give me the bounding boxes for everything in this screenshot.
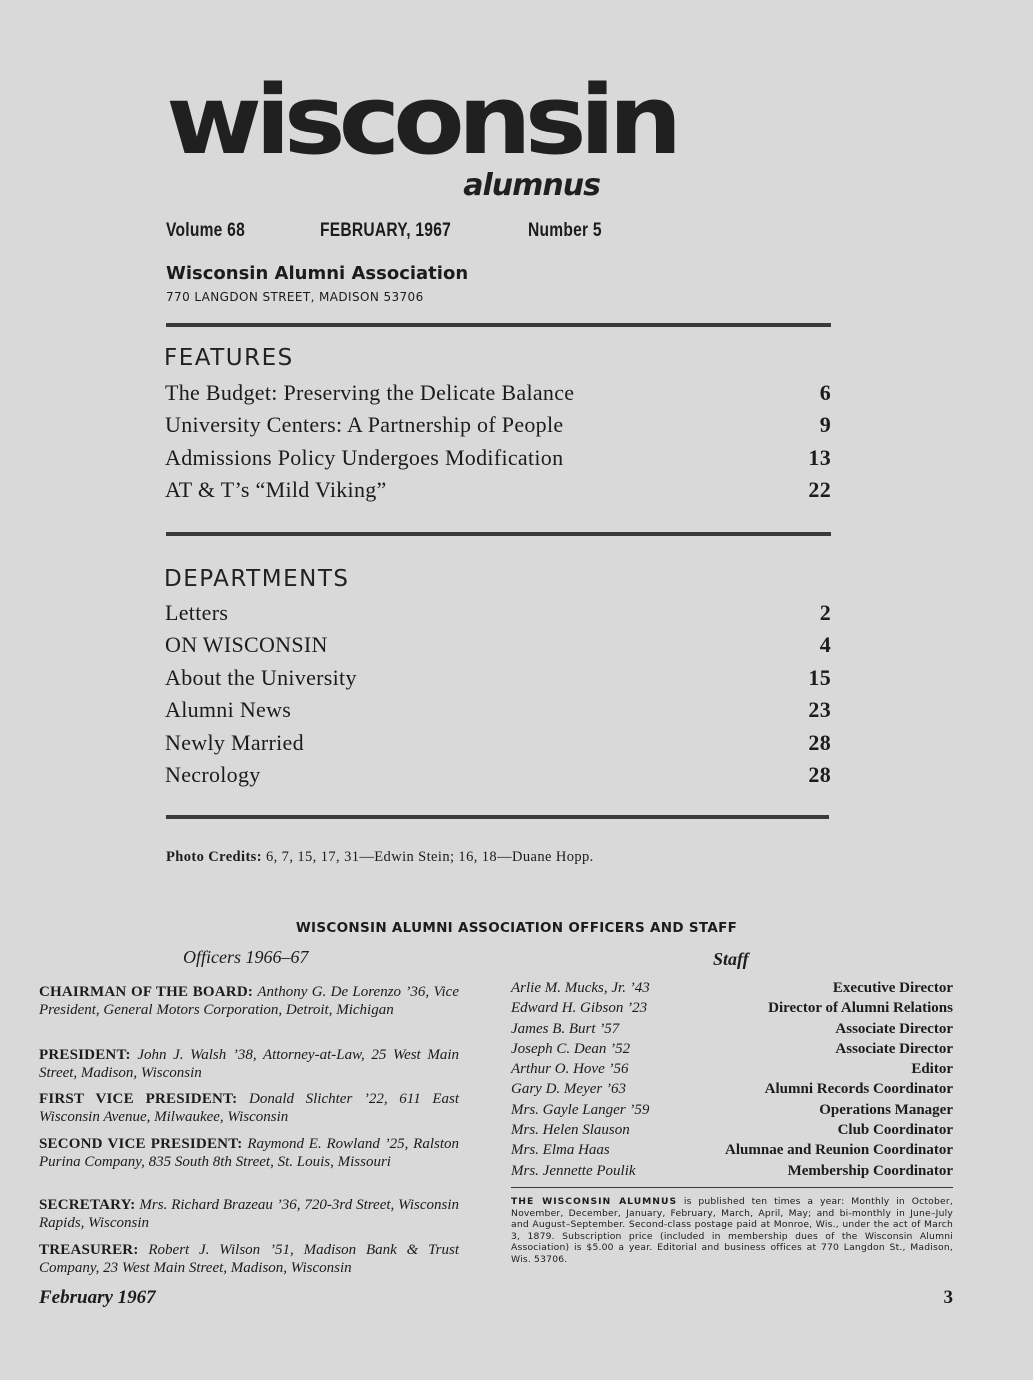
department-item[interactable] [165,697,831,729]
officers-heading: Officers 1966–67 [183,947,309,967]
officer-title: SECOND VICE PRESIDENT: [39,1136,243,1152]
staff-name: Arlie M. Mucks, Jr. ’43 [511,980,650,996]
feature-title: Admissions Policy Undergoes Modification [165,444,564,470]
officer-entry [39,1241,459,1277]
staff-name: Mrs. Jennette Poulik [511,1162,636,1179]
department-page: 15 [808,664,831,690]
feature-title: AT & T’s “Mild Viking” [165,477,387,503]
staff-name: Mrs. Helen Slauson [511,1122,630,1139]
feature-page: 9 [819,412,831,438]
staff-role: Membership Coordinator [787,1162,953,1179]
staff-name: Gary D. Meyer ’63 [511,1081,626,1098]
officer-title: SECRETARY: [39,1197,136,1213]
staff-row [511,1122,953,1142]
staff-name: Arthur O. Hove ’56 [511,1061,629,1078]
officer-title: PRESIDENT: [39,1047,131,1063]
officer-entry [39,983,459,1019]
footer-date: February 1967 [39,1287,156,1308]
staff-row [511,1163,953,1183]
staff-name: James B. Burt ’57 [511,1020,620,1037]
officer-entry [39,1135,459,1171]
feature-item[interactable] [165,412,831,444]
officer-detail: Donald Slichter ’22, 611 East Wisconsin Avenue, Milwaukee, Wisconsin [39,1091,459,1125]
officer-entry [39,1196,459,1232]
staff-role: Alumnae and Reunion Coordinator [725,1142,953,1159]
staff-name: Edward H. Gibson ’23 [511,1000,648,1017]
staff-role: Executive Director [832,980,953,996]
staff-list [511,980,953,1183]
staff-row [511,1041,953,1061]
feature-item[interactable] [165,380,831,412]
features-list [165,380,831,510]
officer-title: TREASURER: [39,1242,139,1258]
department-page: 28 [808,729,831,755]
officers-staff-heading: WISCONSIN ALUMNI ASSOCIATION OFFICERS AND STAFF [295,920,738,936]
publication-notice [511,1196,953,1265]
staff-name: Joseph C. Dean ’52 [511,1040,631,1057]
officer-detail: Mrs. Richard Brazeau ’36, 720-3rd Street, Wisconsin Rapids, Wisconsin [39,1197,459,1231]
officer-entry [39,1090,459,1126]
department-title: Necrology [165,761,261,787]
department-item[interactable] [165,665,831,697]
staff-role: Operations Manager [819,1101,953,1118]
staff-row [511,1021,953,1041]
feature-item[interactable] [165,445,831,477]
officer-detail: Anthony G. De Lorenzo ’36, Vice President, General Motors Corporation, Detroit, Michigan [39,984,459,1018]
feature-item[interactable] [165,477,831,509]
page-number: 3 [943,1287,953,1308]
feature-title: The Budget: Preserving the Delicate Balance [165,380,575,405]
association-name: Wisconsin Alumni Association [166,263,469,284]
department-page: 4 [819,632,831,658]
department-title: Alumni News [165,697,292,723]
staff-row [511,1061,953,1081]
publication-notice-lead: THE WISCONSIN ALUMNUS [511,1196,678,1207]
officer-detail: Raymond E. Rowland ’25, Ralston Purina Company, 835 South 8th Street, St. Louis, Missouri [39,1136,460,1170]
publication-notice-text: is published ten times a year: Monthly in October, November, December, January, February, March, April, May; and bi-monthly in June–July and August–September. Second-class postage paid at Monroe, Wis., under the act of March 3, 1879. Subscription price (included in membership dues of the Wisconsin Alumni Association) is $5.00 a year. Editorial and business offices at 770 Langdon St., Madison, Wis. 53706. [511,1196,953,1265]
volume-label: Volume 68 [166,220,245,241]
divider-bottom [166,815,829,819]
department-item[interactable] [165,730,831,762]
department-title: About the University [165,664,357,690]
staff-role: Alumni Records Coordinator [764,1081,953,1098]
department-page: 23 [808,697,831,723]
staff-role: Associate Director [835,1040,953,1057]
staff-name: Mrs. Elma Haas [511,1142,610,1159]
staff-role: Editor [911,1061,953,1078]
officer-title: CHAIRMAN OF THE BOARD: [39,984,254,1000]
staff-row [511,1000,953,1020]
department-item[interactable] [165,632,831,664]
department-item[interactable] [165,762,831,794]
feature-page: 22 [808,477,831,503]
feature-page: 13 [808,444,831,470]
department-title: Newly Married [165,729,304,755]
officer-detail: John J. Walsh ’38, Attorney-at-Law, 25 West Main Street, Madison, Wisconsin [39,1047,459,1081]
association-address: 770 LANGDON STREET, MADISON 53706 [166,290,424,304]
feature-page: 6 [819,380,831,405]
staff-row [511,980,953,1000]
feature-title: University Centers: A Partnership of People [165,412,564,438]
issue-number: Number 5 [528,220,602,241]
officer-title: FIRST VICE PRESIDENT: [39,1091,238,1107]
department-title: ON WISCONSIN [165,632,328,658]
photo-credits [166,849,594,866]
department-page: 2 [819,600,831,625]
staff-role: Club Coordinator [837,1122,953,1139]
department-title: Letters [165,600,229,625]
officer-entry [39,1046,459,1082]
issue-date: FEBRUARY, 1967 [320,220,452,241]
divider-middle [166,532,831,536]
photo-credits-text: 6, 7, 15, 17, 31—Edwin Stein; 16, 18—Duane Hopp. [265,849,594,865]
departments-list [165,600,831,794]
divider-top [166,323,831,327]
department-item[interactable] [165,600,831,632]
staff-name: Mrs. Gayle Langer ’59 [511,1101,650,1118]
officer-detail: Robert J. Wilson ’51, Madison Bank & Trust Company, 23 West Main Street, Madison, Wisconsin [39,1242,459,1276]
staff-row [511,1102,953,1122]
magazine-title: wisconsin [166,63,676,176]
staff-heading: Staff [713,949,749,969]
staff-row [511,1081,953,1101]
staff-row [511,1142,953,1162]
notice-divider [511,1187,953,1188]
staff-role: Director of Alumni Relations [768,1000,953,1017]
magazine-subtitle: alumnus [463,168,600,203]
photo-credits-label: Photo Credits: [166,849,262,865]
department-page: 28 [808,761,831,787]
departments-heading: DEPARTMENTS [164,566,350,592]
features-heading: FEATURES [164,345,294,371]
staff-role: Associate Director [835,1020,953,1037]
